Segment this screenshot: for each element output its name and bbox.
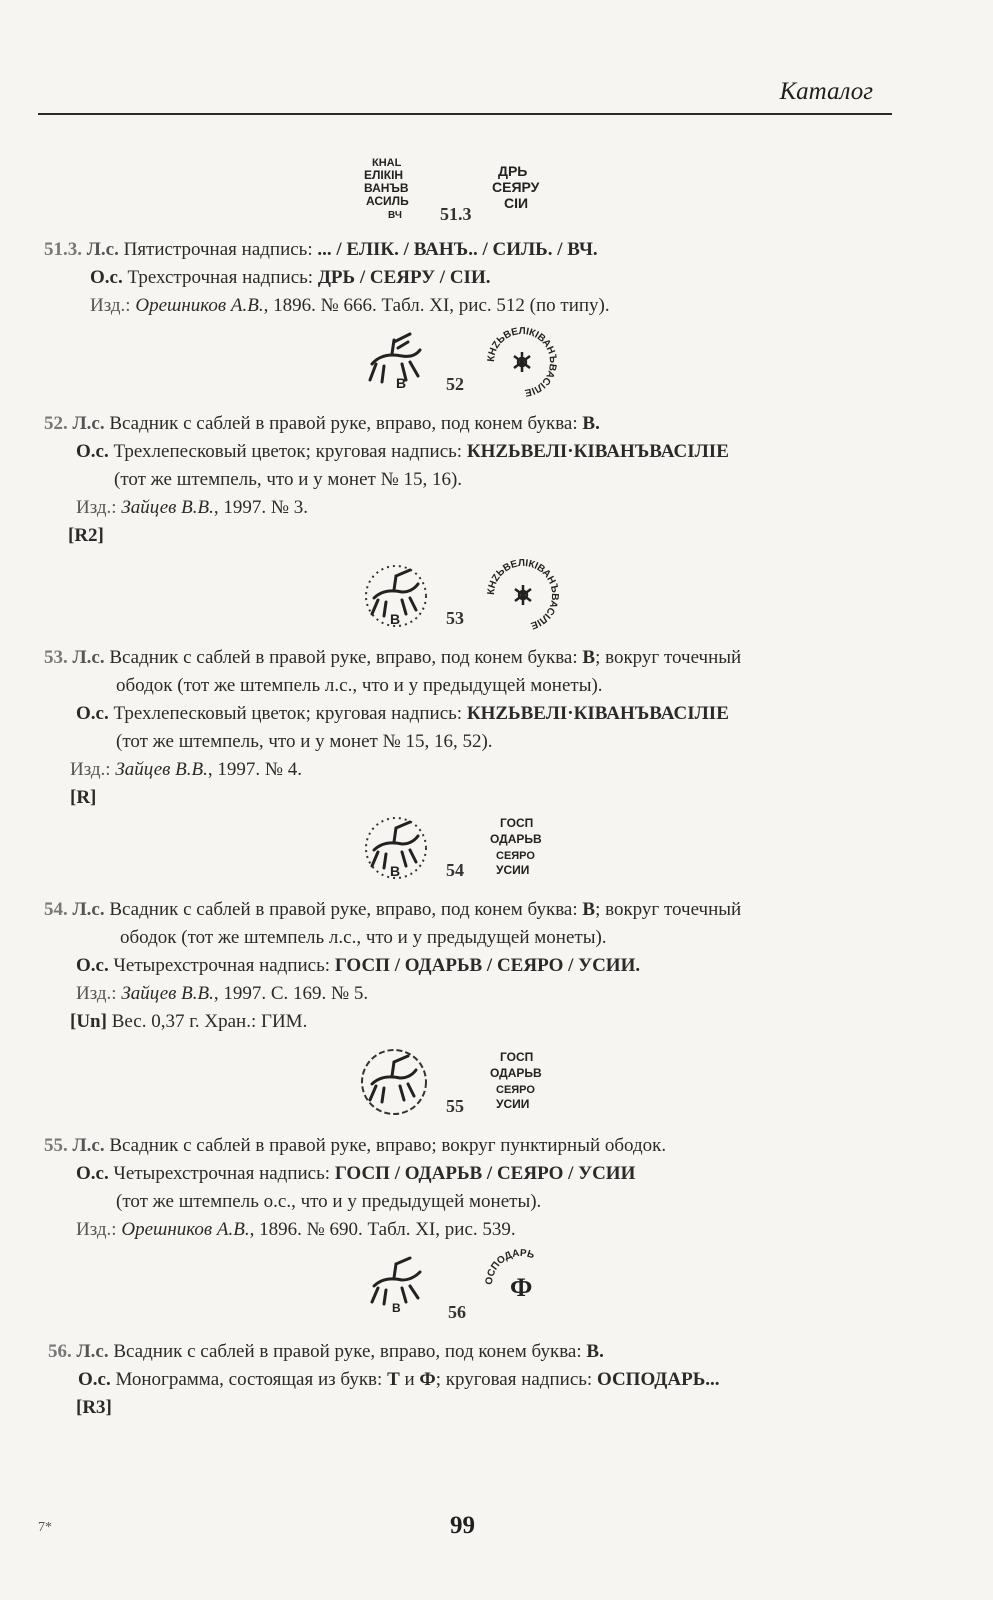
entry-number: 51.3. (44, 239, 82, 260)
reference-detail: , 1997. № 3. (213, 497, 309, 518)
entry-number: 54. (44, 899, 68, 920)
description: Трехстрочная надпись: (127, 267, 318, 288)
flower-icon (515, 585, 531, 605)
rarity-badge: [R2] (68, 525, 104, 546)
coin-55-obverse (358, 1046, 430, 1118)
side-label: О.с. (76, 955, 109, 976)
monogram-letter: Т (387, 1369, 400, 1390)
rarity-badge: [Un] (70, 1011, 107, 1032)
running-header: Каталог (779, 78, 873, 105)
coin-53-obverse (360, 562, 432, 630)
figure-number: 56 (448, 1302, 466, 1322)
reference-author: Орешников А.В. (135, 295, 264, 316)
continuation: (тот же штемпель, что и у монет № 15, 16, 52). (116, 731, 493, 752)
description: Трехлепесковый цветок; круговая надпись: (113, 703, 467, 724)
inscription: КНZЬВЕЛІ·КІВАНЪВАСІЛІЕ (466, 441, 729, 462)
coin-56-obverse (366, 1254, 430, 1316)
flower-icon (514, 352, 530, 372)
continuation: ободок (тот же штемпель л.с., что и у предыдущей монеты). (120, 927, 607, 948)
side-label: Л.с. (76, 1341, 109, 1362)
side-label: О.с. (90, 267, 123, 288)
side-label: О.с. (76, 703, 109, 724)
coin-51-3-obverse (360, 152, 435, 222)
coin-rev-line: УСИИ (496, 1097, 530, 1111)
coin-rev-line: СІИ (504, 195, 529, 211)
coin-rev-line: ГОСП (500, 1050, 534, 1064)
continuation: (тот же штемпель о.с., что и у предыдущей монеты). (116, 1191, 542, 1212)
coin-54-obverse (360, 814, 432, 882)
figure-number: 54 (446, 860, 464, 880)
coin-55-reverse (488, 1046, 558, 1112)
coin-56-reverse (484, 1248, 558, 1322)
figure-number: 51.3 (440, 204, 472, 224)
inscription: ГОСП / ОДАРЬВ / СЕЯРО / УСИИ (334, 1163, 636, 1184)
continuation: ободок (тот же штемпель л.с., что и у предыдущей монеты). (116, 675, 603, 696)
description-tail: ; вокруг точечный (595, 647, 742, 668)
entry-number: 53. (44, 647, 68, 668)
coin-rev-line: ГОСП (500, 816, 534, 830)
figure-number: 52 (446, 374, 464, 394)
reference-detail: , 1896. № 666. Табл. XI, рис. 512 (по типу). (263, 295, 610, 316)
coin-53-reverse (486, 558, 560, 632)
description: Пятистрочная надпись: (123, 239, 318, 260)
description: Трехлепесковый цветок; круговая надпись: (113, 441, 467, 462)
inscription: В (582, 899, 596, 920)
description-join: и (399, 1369, 420, 1390)
coin-52-obverse (362, 330, 430, 392)
page-number: 99 (450, 1512, 475, 1539)
side-label: О.с. (76, 1163, 109, 1184)
description: Всадник с саблей в правой руке, вправо, под конем буква: (109, 413, 583, 434)
coin-54-reverse (488, 812, 558, 878)
inscription: В. (586, 1341, 604, 1362)
coin-52-reverse (486, 326, 558, 398)
coin-51-3-reverse (490, 158, 555, 218)
entry-number: 52. (44, 413, 68, 434)
description: Монограмма, состоящая из букв: (115, 1369, 388, 1390)
reference-detail: , 1896. № 690. Табл. XI, рис. 539. (249, 1219, 516, 1240)
weight-storage: Вес. 0,37 г. Хран.: ГИМ. (106, 1011, 308, 1032)
coin-rev-line: СЕЯРО (496, 850, 535, 862)
description: Всадник с саблей в правой руке, вправо, под конем буква: (109, 647, 583, 668)
coin-obv-line: ВЧ (388, 210, 402, 221)
description: Всадник с саблей в правой руке, вправо, под конем буква: (109, 899, 583, 920)
entry-number: 56. (48, 1341, 72, 1362)
coin-letter: В (396, 375, 407, 391)
coin-rev-line: ОДАРЬВ (490, 1066, 542, 1080)
coin-obv-line: ВАНЪВ (364, 181, 409, 195)
description: Четырехстрочная надпись: (113, 1163, 335, 1184)
coin-rev-line: ОДАРЬВ (490, 832, 542, 846)
coin-letter: В (390, 611, 401, 627)
reference-author: Зайцев В.В. (121, 497, 214, 518)
side-label: Л.с. (86, 239, 119, 260)
entry-number: 55. (44, 1135, 68, 1156)
rarity-badge: [R] (70, 787, 97, 808)
inscription: КНZЬВЕЛІ·КІВАНЪВАСІЛІЕ (466, 703, 729, 724)
rarity-badge: [R3] (76, 1397, 112, 1418)
coin-rev-line: ДРЬ (498, 163, 528, 179)
coin-ring-inscription: ОСПОДАРЬ (484, 1248, 536, 1286)
reference-author: Зайцев В.В. (115, 759, 208, 780)
coin-rev-line: СЕЯРУ (492, 179, 540, 195)
reference-label: Изд.: (70, 759, 116, 780)
header-rule (38, 113, 892, 115)
coin-obv-line: ЕЛІКІН (364, 168, 404, 182)
coin-rev-line: СЕЯРО (496, 1084, 535, 1096)
coin-rev-line: УСИИ (496, 863, 530, 877)
reference-detail: , 1997. № 4. (207, 759, 303, 780)
description: Четырехстрочная надпись: (113, 955, 335, 976)
coin-obv-line: АСИЛЬ (366, 194, 409, 208)
reference-label: Изд.: (76, 497, 122, 518)
reference-label: Изд.: (90, 295, 136, 316)
side-label: Л.с. (72, 1135, 105, 1156)
reference-author: Орешников А.В. (121, 1219, 250, 1240)
coin-ring-inscription: КНZЬВЕЛІКІВАНЪВАСІЛІЕ (486, 326, 558, 398)
figure-number: 53 (446, 608, 464, 628)
description: Всадник с саблей в правой руке, вправо; вокруг пунктирный ободок. (109, 1135, 667, 1156)
coin-ring-inscription: КНZЬВЕЛІКІВАНЪВАСІЛІЕ (486, 558, 560, 631)
inscription: В. (582, 413, 600, 434)
signature-mark: 7* (38, 1520, 52, 1535)
inscription: В (582, 647, 596, 668)
side-label: О.с. (76, 441, 109, 462)
description-tail: ; круговая надпись: (435, 1369, 597, 1390)
inscription: ... / ЕЛІК. / ВАНЪ.. / СИЛЬ. / ВЧ. (317, 239, 598, 260)
reference-label: Изд.: (76, 1219, 122, 1240)
description-tail: ; вокруг точечный (595, 899, 742, 920)
description: Всадник с саблей в правой руке, вправо, под конем буква: (113, 1341, 587, 1362)
continuation: (тот же штемпель, что и у монет № 15, 16). (114, 469, 463, 490)
inscription: ОСПОДАРЬ... (596, 1369, 720, 1390)
coin-letter: В (392, 1301, 401, 1315)
monogram: Ф (510, 1273, 533, 1302)
side-label: Л.с. (72, 899, 105, 920)
inscription: ГОСП / ОДАРЬВ / СЕЯРО / УСИИ. (334, 955, 641, 976)
side-label: Л.с. (72, 413, 105, 434)
reference-label: Изд.: (76, 983, 122, 1004)
monogram-letter: Ф (419, 1369, 436, 1390)
side-label: О.с. (78, 1369, 111, 1390)
reference-author: Зайцев В.В. (121, 983, 214, 1004)
coin-letter: В (390, 863, 401, 879)
coin-obv-line: КНАL (372, 157, 402, 169)
reference-detail: , 1997. С. 169. № 5. (213, 983, 369, 1004)
inscription: ДРЬ / СЕЯРУ / СІИ. (317, 267, 491, 288)
figure-number: 55 (446, 1096, 464, 1116)
side-label: Л.с. (72, 647, 105, 668)
